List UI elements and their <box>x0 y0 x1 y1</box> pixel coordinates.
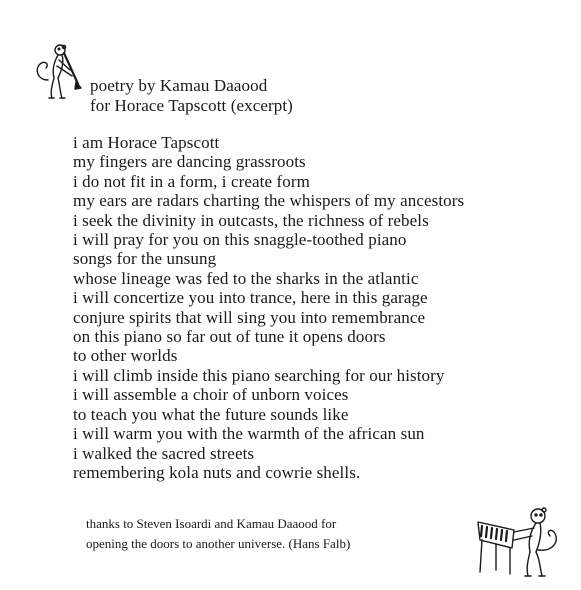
poem-line: i am Horace Tapscott <box>73 133 220 152</box>
poem-line: remembering kola nuts and cowrie shells. <box>73 462 361 482</box>
monkey-piano-icon <box>470 500 566 584</box>
poem-line: my ears are radars charting the whispers of my ancestors <box>73 191 465 211</box>
poem-line: i will assemble a choir of unborn voices <box>73 385 349 405</box>
poem-line: to other worlds <box>73 346 178 366</box>
poem-body <box>73 133 464 482</box>
poem-line: songs for the unsung <box>73 249 217 269</box>
monkey-clarinet-icon <box>26 40 90 102</box>
poem-line: whose lineage was fed to the sharks in the atlantic <box>73 268 419 288</box>
credits-line: thanks to Steven Isoardi and Kamau Daaood for <box>86 516 337 531</box>
poem-line: conjure spirits that will sing you into remembrance <box>73 307 426 327</box>
poem-line: i will warm you with the warmth of the african sun <box>73 424 425 444</box>
credits-line: opening the doors to another universe. (Hans Falb) <box>86 536 351 551</box>
poem-line: on this piano so far out of tune it opens doors <box>73 327 386 347</box>
author-line: poetry by Kamau Daaood <box>90 76 268 95</box>
poem-line: my fingers are dancing grassroots <box>73 152 306 172</box>
poem-line: i walked the sacred streets <box>73 443 255 463</box>
poem-line: i do not fit in a form, i create form <box>73 171 310 191</box>
credits <box>86 514 350 554</box>
poem-heading <box>90 76 293 116</box>
poem-line: i will climb inside this piano searching for our history <box>73 365 445 385</box>
dedication-line: for Horace Tapscott (excerpt) <box>90 96 293 115</box>
poem-line: i will concertize you into trance, here in this garage <box>73 288 428 308</box>
poem-line: to teach you what the future sounds like <box>73 404 349 424</box>
poem-line: i will pray for you on this snaggle-toothed piano <box>73 230 407 250</box>
poem-line: i seek the divinity in outcasts, the richness of rebels <box>73 210 429 230</box>
